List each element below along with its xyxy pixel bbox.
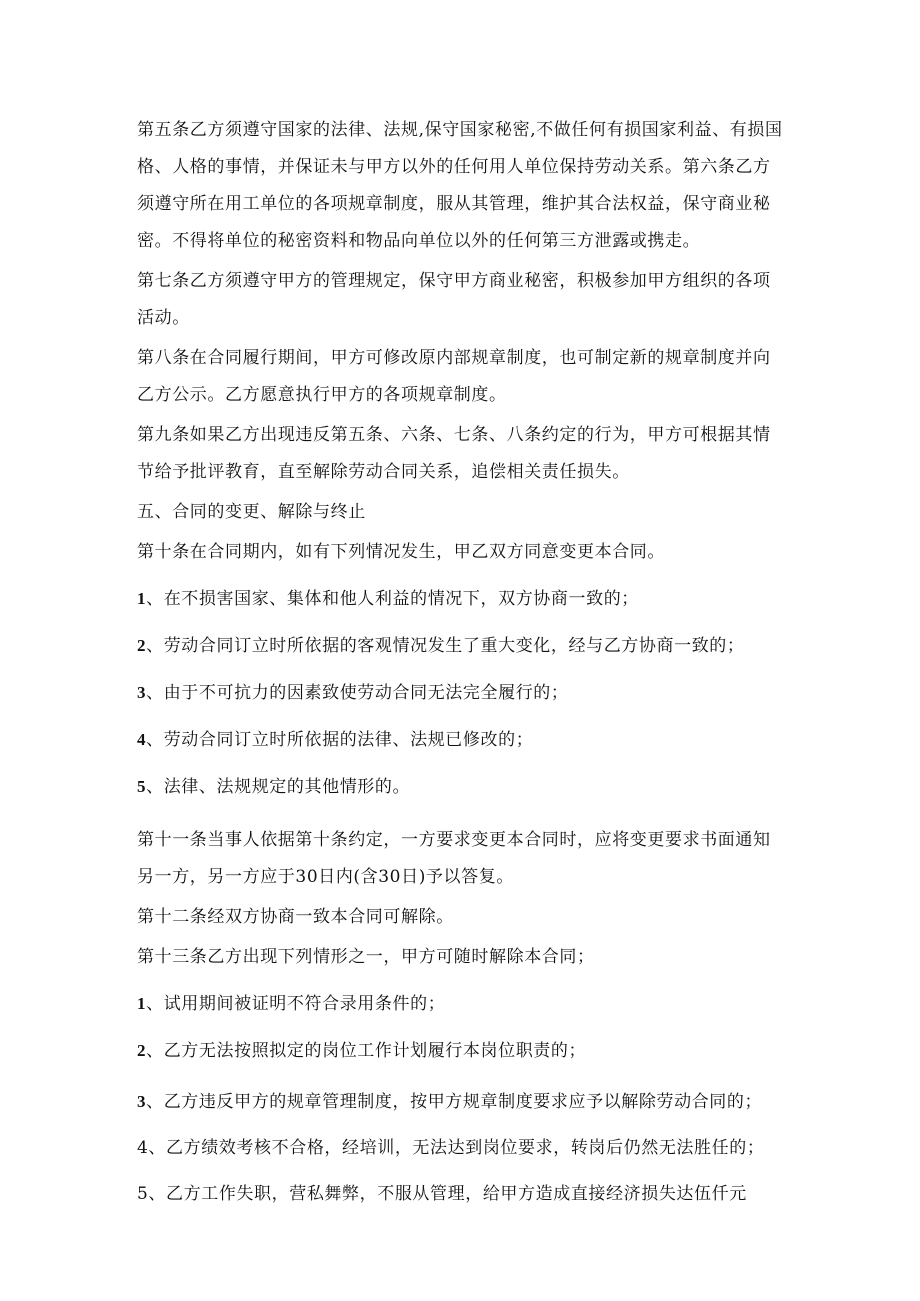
list-item [137,721,787,759]
list-item-number: 4 [137,730,147,749]
list-item [137,627,787,665]
list-item-number: 5 [137,777,147,796]
list-item [137,1079,787,1217]
list-item [137,985,787,1023]
section-heading: 五、合同的变更、解除与终止 [137,502,366,522]
list-item [137,1032,787,1070]
paragraph-article-5: 第五条乙方须遵守国家的法律、法规,保守国家秘密,不做任何有损国家利益、有损国格、人格的事情，并保证未与甲方以外的任何用人单位保持劳动关系。第六条乙方须遵守所在用工单位的各项规章制度，服从其管理，维护其合法权益，保守商业秘密。不得将单位的秘密资料和物品向单位以外的任何第三方泄露或携走。 [137,120,783,251]
list-item [137,674,787,712]
list-item-text: 、劳动合同订立时所依据的法律、法规已修改的； [146,730,534,750]
paragraph-article-10: 第十条在合同期内，如有下列情况发生，甲乙双方同意变更本合同。 [137,542,665,562]
paragraph-article-13: 第十三条乙方出现下列情形之一，甲方可随时解除本合同； [137,947,595,967]
list-item-number: 1 [137,994,147,1013]
list-item-text: 、在不损害国家、集体和他人利益的情况下，双方协商一致的； [146,589,639,609]
list-item-number: 1 [137,589,147,608]
list-item-text: 、乙方无法按照拟定的岗位工作计划履行本岗位职责的； [146,1041,587,1061]
list-item-number: 3 [137,683,147,702]
list-item-number: 3 [137,1092,147,1111]
list-item [137,580,787,618]
list-item [137,768,787,806]
list-item-text: 、法律、法规规定的其他情形的。 [146,777,411,797]
paragraph-article-8: 第八条在合同履行期间，甲方可修改原内部规章制度，也可制定新的规章制度并向乙方公示。乙方愿意执行甲方的各项规章制度。 [137,348,771,405]
list-item-number: 2 [137,636,147,655]
list-item-text: 、由于不可抗力的因素致使劳动合同无法完全履行的； [146,683,569,703]
document-body [137,112,787,1217]
paragraph-article-7: 第七条乙方须遵守甲方的管理规定，保守甲方商业秘密，积极参加甲方组织的各项活动。 [137,271,771,328]
paragraph-article-11: 第十一条当事人依据第十条约定，一方要求变更本合同时，应将变更要求书面通知另一方，另一方应于30日内(含30日)予以答复。 [137,830,771,887]
list-item-number: 2 [137,1041,147,1060]
list-item-text: 、试用期间被证明不符合录用条件的； [146,994,446,1014]
list-item-text: 、劳动合同订立时所依据的客观情况发生了重大变化，经与乙方协商一致的； [146,636,745,656]
paragraph-article-9: 第九条如果乙方出现违反第五条、六条、七条、八条约定的行为，甲方可根据其情节给予批评教育，直至解除劳动合同关系，追偿相关责任损失。 [137,425,771,482]
list-item-text: 、乙方违反甲方的规章管理制度，按甲方规章制度要求应予以解除劳动合同的；4、乙方绩效考核不合格，经培训，无法达到岗位要求，转岗后仍然无法胜任的；5、乙方工作失职，营私舞弊，不服从管理，给甲方造成直接经济损失达伍仟元 [137,1092,765,1204]
paragraph-article-12: 第十二条经双方协商一致本合同可解除。 [137,907,454,927]
